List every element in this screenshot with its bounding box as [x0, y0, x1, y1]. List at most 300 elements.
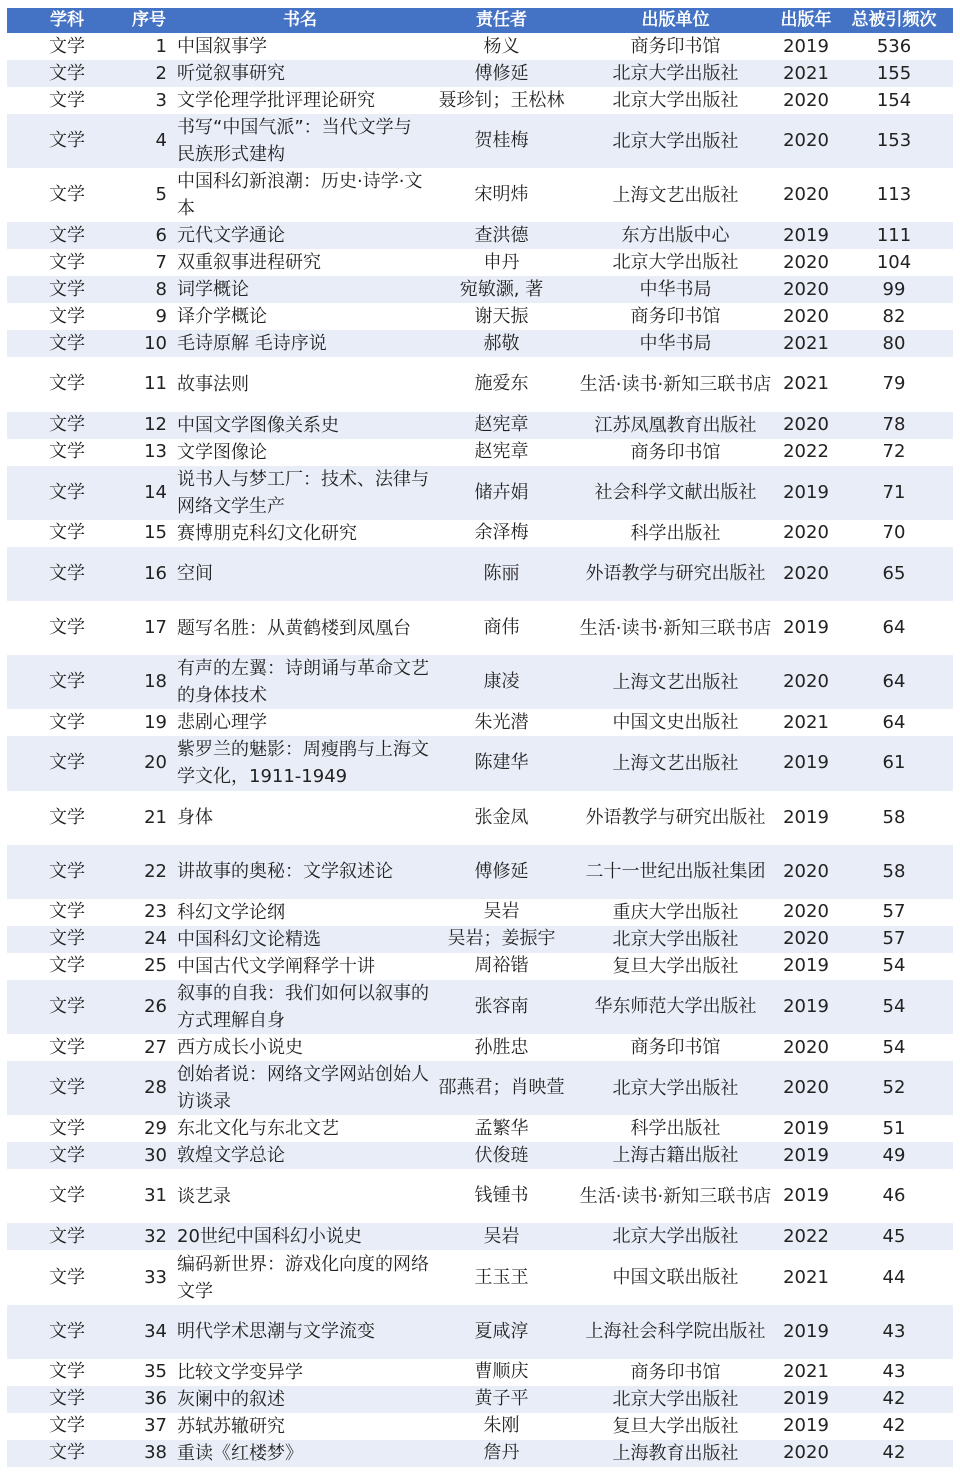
year-cell: 2019: [783, 481, 829, 503]
year-cell: 2019: [783, 1320, 829, 1342]
table-row: [7, 899, 953, 926]
publisher-cell: 生活·读书·新知三联书店: [579, 617, 772, 639]
year-cell: 2019: [783, 35, 829, 57]
publisher-cell: 华东师范大学出版社: [594, 996, 757, 1018]
subject-cell: 文学: [49, 995, 85, 1017]
author-cell: 杨义: [483, 35, 520, 57]
subject-cell: 文学: [49, 1144, 85, 1166]
column-header-year: 出版年: [780, 10, 832, 30]
publisher-cell: 外语教学与研究出版社: [585, 807, 766, 829]
subject-cell: 文学: [49, 1117, 85, 1139]
publisher-cell: 商务印书馆: [630, 441, 721, 463]
year-cell: 2019: [783, 1117, 829, 1139]
title-cell: 故事法则: [177, 373, 249, 395]
publisher-cell: 北京大学出版社: [612, 90, 739, 111]
publisher-cell: 上海教育出版社: [612, 1442, 739, 1464]
table-row: [7, 330, 953, 357]
author-cell: 吴岩；姜振宇: [447, 928, 556, 950]
subject-cell: 文学: [49, 278, 85, 300]
index-cell: 35: [144, 1361, 167, 1383]
citations-cell: 64: [882, 711, 906, 733]
publisher-cell: 中华书局: [639, 333, 712, 355]
author-cell: 谢天振: [474, 305, 529, 327]
author-cell: 查洪德: [474, 224, 529, 246]
title-cell: 谈艺录: [177, 1185, 231, 1207]
subject-cell: 文学: [49, 901, 85, 923]
table-row: [7, 466, 953, 520]
publisher-cell: 生活·读书·新知三联书店: [579, 1185, 772, 1207]
year-cell: 2020: [783, 1442, 829, 1464]
year-cell: 2021: [783, 373, 829, 395]
title-cell: 双重叙事进程研究: [177, 252, 321, 274]
table-row: [7, 1142, 953, 1169]
citations-cell: 42: [882, 1415, 906, 1437]
index-cell: 10: [144, 332, 167, 354]
index-cell: 14: [144, 481, 167, 503]
author-cell: 黄子平: [474, 1388, 529, 1410]
title-cell: 身体: [177, 807, 213, 829]
year-cell: 2021: [783, 711, 829, 733]
year-cell: 2019: [783, 806, 829, 828]
publisher-cell: 上海社会科学院出版社: [585, 1321, 766, 1343]
citations-cell: 61: [882, 752, 906, 774]
table-row: [7, 547, 953, 601]
subject-cell: 文学: [49, 441, 85, 463]
index-cell: 13: [144, 441, 167, 463]
citations-cell: 42: [882, 1442, 906, 1464]
year-cell: 2022: [783, 441, 829, 463]
author-cell: 邵燕君；肖映萱: [438, 1077, 565, 1099]
publisher-cell: 北京大学出版社: [612, 1077, 739, 1099]
index-cell: 16: [144, 562, 167, 584]
table-row: [7, 791, 953, 845]
year-cell: 2019: [783, 1185, 829, 1207]
title-cell: 词学概论: [177, 279, 249, 301]
author-cell: 傅修延: [474, 62, 529, 84]
title-cell: 听觉叙事研究: [177, 63, 285, 84]
title-cell: 有声的左翼：诗朗诵与革命文艺的身体技术: [177, 658, 429, 707]
year-cell: 2020: [783, 414, 829, 436]
year-cell: 2020: [783, 671, 829, 693]
publisher-cell: 中国文联出版社: [612, 1267, 739, 1289]
subject-cell: 文学: [49, 1185, 85, 1207]
year-cell: 2020: [783, 522, 829, 544]
table-row: [7, 168, 953, 222]
index-cell: 3: [155, 89, 167, 111]
index-cell: 24: [144, 928, 167, 950]
year-cell: 2021: [783, 332, 829, 354]
title-cell: 题写名胜：从黄鹤楼到凤凰台: [177, 617, 411, 639]
table-row: [7, 1413, 953, 1440]
publisher-cell: 科学出版社: [630, 1118, 721, 1140]
subject-cell: 文学: [49, 928, 85, 950]
table-row: [7, 980, 953, 1034]
publisher-cell: 上海文艺出版社: [612, 752, 739, 774]
citations-cell: 52: [882, 1077, 906, 1099]
subject-cell: 文学: [49, 414, 85, 436]
index-cell: 25: [144, 955, 167, 977]
column-header-author: 责任者: [476, 10, 527, 30]
year-cell: 2021: [783, 1361, 829, 1383]
citations-cell: 46: [882, 1185, 906, 1207]
year-cell: 2020: [783, 1077, 829, 1099]
author-cell: 储卉娟: [474, 481, 529, 503]
title-cell: 比较文学变异学: [177, 1361, 303, 1383]
table-row: [7, 709, 953, 736]
publisher-cell: 社会科学文献出版社: [594, 482, 757, 504]
table-row: [7, 222, 953, 249]
citations-cell: 65: [882, 562, 906, 584]
column-header-publisher: 出版单位: [641, 10, 710, 30]
author-cell: 钱锺书: [474, 1185, 529, 1207]
citations-cell: 155: [876, 62, 912, 84]
table-row: [7, 953, 953, 980]
title-cell: 毛诗原解 毛诗序说: [177, 333, 327, 355]
year-cell: 2019: [783, 224, 829, 246]
subject-cell: 文学: [49, 806, 85, 828]
index-cell: 12: [144, 414, 167, 436]
year-cell: 2022: [783, 1225, 829, 1247]
subject-cell: 文学: [49, 1320, 85, 1342]
table-row: [7, 655, 953, 709]
subject-cell: 文学: [49, 373, 85, 395]
title-cell: 中国科幻文论精选: [177, 928, 321, 950]
title-cell: 文学伦理学批评理论研究: [177, 90, 375, 111]
title-cell: 20世纪中国科幻小说史: [177, 1226, 362, 1248]
index-cell: 28: [144, 1077, 167, 1099]
title-cell: 敦煌文学总论: [177, 1145, 285, 1167]
index-cell: 38: [144, 1442, 167, 1464]
index-cell: 2: [155, 62, 167, 84]
index-cell: 17: [144, 617, 167, 639]
publisher-cell: 北京大学出版社: [612, 63, 739, 84]
publisher-cell: 外语教学与研究出版社: [585, 563, 766, 585]
publisher-cell: 北京大学出版社: [612, 1226, 739, 1248]
year-cell: 2020: [783, 89, 829, 111]
index-cell: 9: [155, 305, 167, 327]
subject-cell: 文学: [49, 224, 85, 246]
index-cell: 27: [144, 1036, 167, 1058]
citations-cell: 44: [882, 1266, 906, 1288]
publisher-cell: 江苏凤凰教育出版社: [594, 414, 757, 436]
citations-cell: 99: [882, 278, 906, 300]
index-cell: 15: [144, 522, 167, 544]
column-header-title: 书名: [283, 10, 317, 30]
publisher-cell: 二十一世纪出版社集团: [585, 861, 766, 883]
author-cell: 施爱东: [474, 373, 529, 395]
author-cell: 孟繁华: [474, 1117, 529, 1139]
title-cell: 中国古代文学阐释学十讲: [177, 955, 375, 977]
author-cell: 张金凤: [474, 806, 529, 828]
table-row: [7, 412, 953, 439]
title-cell: 科幻文学论纲: [177, 901, 285, 923]
citations-cell: 54: [882, 1036, 906, 1058]
year-cell: 2019: [783, 955, 829, 977]
table-row: [7, 357, 953, 411]
publisher-cell: 商务印书馆: [630, 1361, 721, 1383]
year-cell: 2020: [783, 130, 829, 152]
title-cell: 空间: [177, 563, 213, 585]
citations-cell: 43: [882, 1361, 906, 1383]
citations-cell: 78: [882, 414, 906, 436]
citations-cell: 42: [882, 1388, 906, 1410]
citations-cell: 43: [882, 1320, 906, 1342]
title-cell: 紫罗兰的魅影：周瘦鹃与上海文学文化，1911-1949: [177, 739, 429, 788]
author-cell: 吴岩: [483, 1225, 520, 1247]
citations-cell: 57: [882, 901, 906, 923]
index-cell: 21: [144, 806, 167, 828]
citations-cell: 58: [882, 860, 906, 882]
author-cell: 赵宪章: [474, 441, 529, 463]
subject-cell: 文学: [49, 481, 85, 503]
publisher-cell: 中华书局: [639, 279, 712, 301]
publisher-cell: 生活·读书·新知三联书店: [579, 373, 772, 395]
year-cell: 2019: [783, 1144, 829, 1166]
publisher-cell: 北京大学出版社: [612, 130, 739, 152]
title-cell: 赛博朋克科幻文化研究: [177, 522, 357, 544]
year-cell: 2020: [783, 928, 829, 950]
author-cell: 宛敏灏, 著: [459, 278, 544, 300]
author-cell: 伏俊琏: [474, 1144, 529, 1166]
subject-cell: 文学: [49, 752, 85, 774]
author-cell: 詹丹: [483, 1442, 520, 1464]
title-cell: 中国科幻新浪潮：历史·诗学·文本: [177, 171, 423, 220]
subject-cell: 文学: [49, 62, 85, 84]
title-cell: 重读《红楼梦》: [177, 1442, 303, 1464]
publisher-cell: 复旦大学出版社: [612, 1415, 739, 1437]
index-cell: 33: [144, 1266, 167, 1288]
citations-cell: 536: [876, 35, 912, 57]
subject-cell: 文学: [49, 1266, 85, 1288]
subject-cell: 文学: [49, 251, 85, 273]
citations-cell: 80: [882, 332, 906, 354]
author-cell: 申丹: [483, 251, 520, 273]
index-cell: 4: [155, 130, 167, 152]
author-cell: 康凌: [483, 671, 520, 693]
index-cell: 5: [155, 184, 167, 206]
author-cell: 吴岩: [483, 901, 520, 923]
citations-cell: 79: [882, 373, 906, 395]
subject-cell: 文学: [49, 1225, 85, 1247]
author-cell: 傅修延: [474, 860, 529, 882]
title-cell: 编码新世界：游戏化向度的网络文学: [177, 1253, 429, 1302]
subject-cell: 文学: [49, 671, 85, 693]
citations-cell: 64: [882, 617, 906, 639]
table-row: [7, 1115, 953, 1142]
publisher-cell: 上海古籍出版社: [612, 1145, 739, 1167]
column-header-subject: 学科: [50, 10, 84, 30]
index-cell: 30: [144, 1144, 167, 1166]
table-row: [7, 1250, 953, 1304]
index-cell: 19: [144, 711, 167, 733]
citations-cell: 49: [882, 1144, 906, 1166]
author-cell: 曹顺庆: [474, 1361, 529, 1383]
citations-cell: 70: [882, 522, 906, 544]
index-cell: 8: [155, 278, 167, 300]
subject-cell: 文学: [49, 562, 85, 584]
author-cell: 郝敬: [483, 332, 520, 354]
table-row: [7, 520, 953, 547]
table-row: [7, 1305, 953, 1359]
year-cell: 2020: [783, 1036, 829, 1058]
index-cell: 26: [144, 995, 167, 1017]
publisher-cell: 上海文艺出版社: [612, 184, 739, 206]
title-cell: 苏轼苏辙研究: [177, 1415, 285, 1437]
column-header-index: 序号: [132, 10, 166, 30]
index-cell: 11: [144, 373, 167, 395]
table-row: [7, 1169, 953, 1223]
table-row: [7, 439, 953, 466]
subject-cell: 文学: [49, 1361, 85, 1383]
citations-cell: 72: [882, 441, 906, 463]
author-cell: 赵宪章: [474, 414, 529, 436]
table-row: [7, 1440, 953, 1467]
author-cell: 商伟: [483, 617, 520, 639]
index-cell: 18: [144, 671, 167, 693]
table-row: [7, 1061, 953, 1115]
index-cell: 22: [144, 860, 167, 882]
title-cell: 中国叙事学: [177, 36, 267, 57]
citation-table: [7, 8, 953, 1467]
title-cell: 译介学概论: [177, 306, 267, 328]
title-cell: 悲剧心理学: [177, 712, 267, 734]
publisher-cell: 东方出版中心: [621, 225, 730, 247]
table-row: [7, 303, 953, 330]
subject-cell: 文学: [49, 1388, 85, 1410]
author-cell: 张容南: [474, 995, 529, 1017]
author-cell: 余泽梅: [474, 522, 529, 544]
subject-cell: 文学: [49, 130, 85, 152]
year-cell: 2020: [783, 251, 829, 273]
author-cell: 宋明炜: [474, 184, 529, 206]
subject-cell: 文学: [49, 860, 85, 882]
table-row: [7, 60, 953, 87]
table-row: [7, 33, 953, 60]
table-row: [7, 1034, 953, 1061]
publisher-cell: 重庆大学出版社: [612, 901, 739, 923]
year-cell: 2019: [783, 617, 829, 639]
index-cell: 7: [155, 251, 167, 273]
publisher-cell: 北京大学出版社: [612, 928, 739, 950]
citations-cell: 64: [882, 671, 906, 693]
year-cell: 2021: [783, 62, 829, 84]
publisher-cell: 中国文史出版社: [612, 712, 739, 734]
year-cell: 2019: [783, 1388, 829, 1410]
index-cell: 36: [144, 1388, 167, 1410]
subject-cell: 文学: [49, 1415, 85, 1437]
publisher-cell: 北京大学出版社: [612, 1388, 739, 1410]
index-cell: 6: [155, 224, 167, 246]
title-cell: 文学图像论: [177, 441, 267, 463]
year-cell: 2020: [783, 860, 829, 882]
subject-cell: 文学: [49, 1077, 85, 1099]
table-row: [7, 114, 953, 168]
index-cell: 37: [144, 1415, 167, 1437]
publisher-cell: 上海文艺出版社: [612, 671, 739, 693]
publisher-cell: 北京大学出版社: [612, 252, 739, 274]
subject-cell: 文学: [49, 35, 85, 57]
year-cell: 2020: [783, 278, 829, 300]
author-cell: 贺桂梅: [474, 130, 529, 152]
author-cell: 陈建华: [474, 752, 529, 774]
subject-cell: 文学: [49, 305, 85, 327]
year-cell: 2019: [783, 752, 829, 774]
index-cell: 20: [144, 752, 167, 774]
author-cell: 朱刚: [483, 1415, 520, 1437]
author-cell: 周裕锴: [474, 955, 529, 977]
citations-cell: 111: [876, 224, 912, 246]
citations-cell: 82: [882, 305, 906, 327]
year-cell: 2019: [783, 1415, 829, 1437]
citations-cell: 71: [882, 481, 906, 503]
year-cell: 2020: [783, 305, 829, 327]
index-cell: 31: [144, 1185, 167, 1207]
table-row: [7, 1359, 953, 1386]
table-row: [7, 926, 953, 953]
citations-cell: 104: [876, 251, 912, 273]
index-cell: 32: [144, 1225, 167, 1247]
author-cell: 陈丽: [483, 562, 520, 584]
column-header-citations: 总被引频次: [851, 10, 937, 30]
year-cell: 2020: [783, 901, 829, 923]
citations-cell: 54: [882, 995, 906, 1017]
table-row: [7, 736, 953, 790]
year-cell: 2020: [783, 562, 829, 584]
table-body: [7, 33, 953, 1467]
citations-cell: 154: [876, 89, 912, 111]
citations-cell: 45: [882, 1225, 906, 1247]
citations-cell: 57: [882, 928, 906, 950]
author-cell: 王玉玊: [474, 1266, 529, 1288]
citations-cell: 58: [882, 806, 906, 828]
title-cell: 明代学术思潮与文学流变: [177, 1321, 375, 1343]
citations-cell: 153: [876, 130, 912, 152]
author-cell: 朱光潜: [474, 711, 529, 733]
table-row: [7, 1223, 953, 1250]
title-cell: 灰阑中的叙述: [177, 1388, 285, 1410]
author-cell: 夏咸淳: [474, 1320, 529, 1342]
table-row: [7, 87, 953, 114]
title-cell: 书写“中国气派”：当代文学与民族形式建构: [177, 117, 412, 166]
table-row: [7, 601, 953, 655]
title-cell: 元代文学通论: [177, 225, 285, 247]
citations-cell: 51: [882, 1117, 906, 1139]
subject-cell: 文学: [49, 522, 85, 544]
index-cell: 34: [144, 1320, 167, 1342]
author-cell: 聂珍钊；王松林: [438, 89, 565, 111]
title-cell: 西方成长小说史: [177, 1037, 303, 1059]
subject-cell: 文学: [49, 617, 85, 639]
title-cell: 讲故事的奥秘：文学叙述论: [177, 861, 393, 883]
publisher-cell: 商务印书馆: [630, 36, 721, 57]
publisher-cell: 商务印书馆: [630, 1037, 721, 1059]
table-row: [7, 845, 953, 899]
title-cell: 中国文学图像关系史: [177, 414, 339, 436]
subject-cell: 文学: [49, 89, 85, 111]
title-cell: 叙事的自我：我们如何以叙事的方式理解自身: [177, 982, 429, 1031]
subject-cell: 文学: [49, 955, 85, 977]
year-cell: 2021: [783, 1266, 829, 1288]
title-cell: 东北文化与东北文艺: [177, 1118, 339, 1140]
table-row: [7, 276, 953, 303]
subject-cell: 文学: [49, 1442, 85, 1464]
citations-cell: 113: [876, 184, 912, 206]
year-cell: 2019: [783, 995, 829, 1017]
subject-cell: 文学: [49, 332, 85, 354]
index-cell: 29: [144, 1117, 167, 1139]
table-row: [7, 1386, 953, 1413]
publisher-cell: 复旦大学出版社: [612, 955, 739, 977]
